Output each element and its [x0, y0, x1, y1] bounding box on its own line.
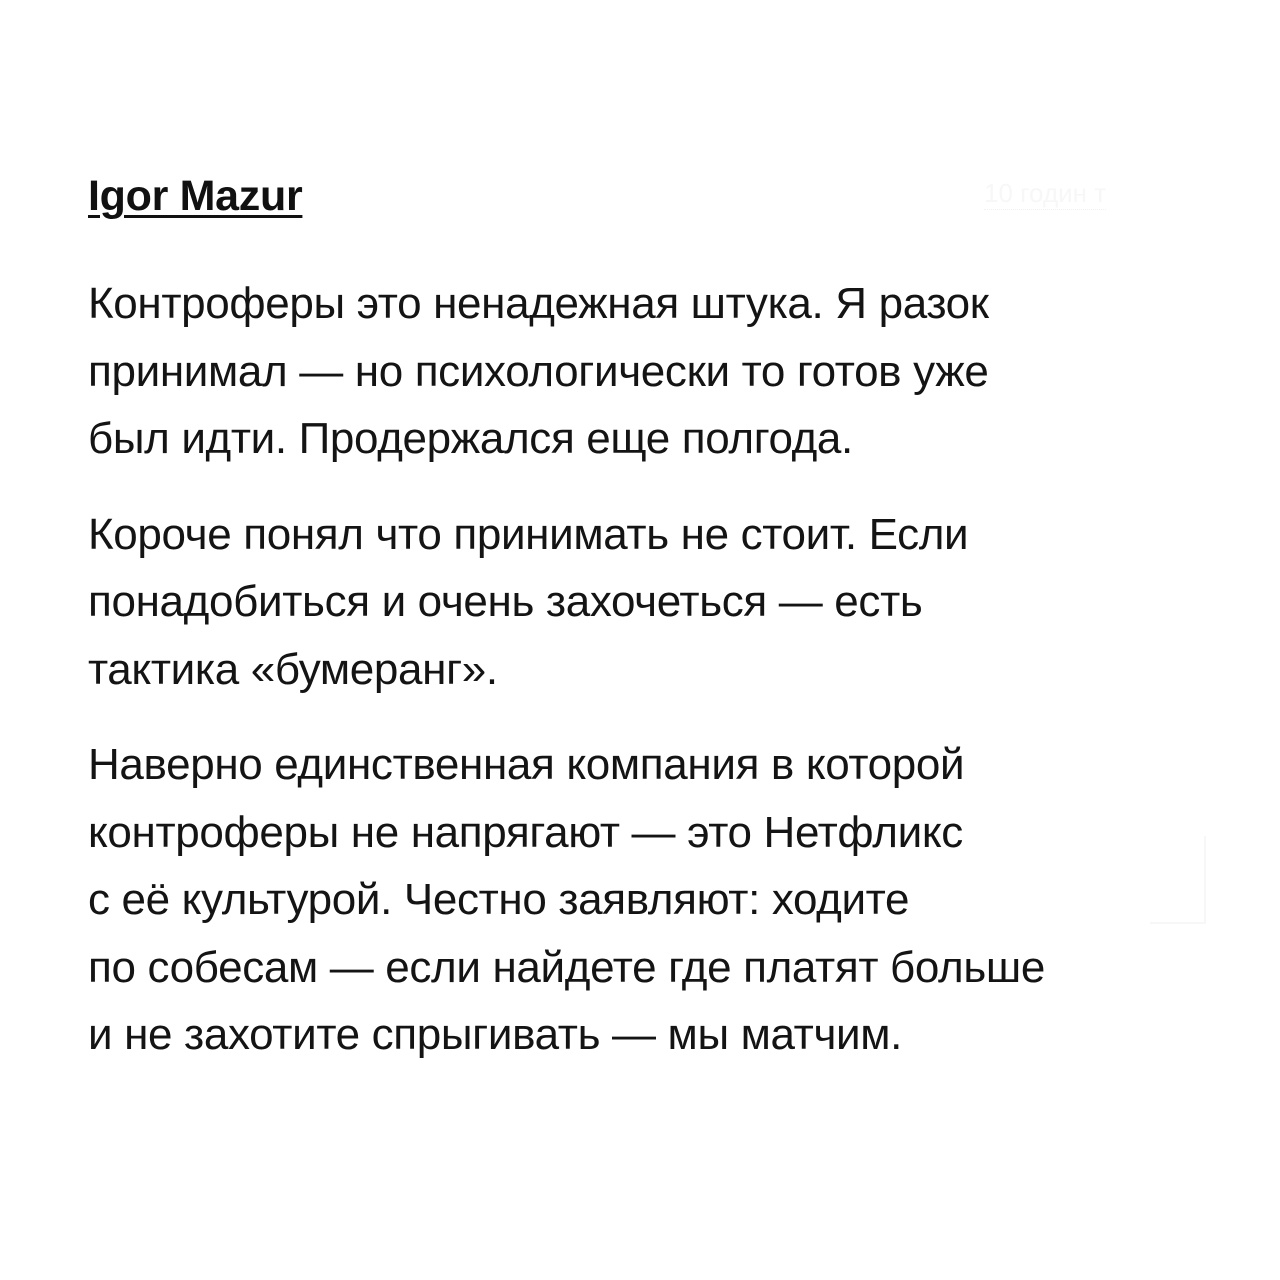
comment-line: контроферы не напрягают — это Нетфликс [88, 807, 963, 857]
comment-line: по собесам — если найдете где платят больше [88, 942, 1045, 992]
comment-line: понадобиться и очень захочеться — есть [88, 577, 923, 626]
comment-line: Контроферы это ненадежная штука. Я разок [88, 279, 989, 328]
faint-scroll-edge [1150, 836, 1206, 924]
comment-timestamp[interactable]: 10 годин т [984, 178, 1107, 208]
comment-card [88, 168, 1198, 1059]
author-name-link[interactable]: Igor Mazur [88, 172, 303, 220]
comment-line: с её культурой. Честно заявляют: ходите [88, 875, 910, 924]
comment-line: был идти. Продержался еще полгода. [88, 414, 853, 463]
comment-header [88, 168, 1198, 230]
comment-line: тактика «бумеранг». [88, 644, 498, 694]
comment-body [88, 270, 1198, 1097]
comment-line: и не захотите спрыгивать — мы матчим. [88, 1010, 903, 1059]
comment-line: Короче понял что принимать не стоит. Если [88, 509, 969, 559]
comment-line: Наверно единственная компания в которой [88, 740, 965, 789]
comment-paragraph [88, 501, 1198, 704]
comment-line: принимал — но психологически то готов уже [88, 346, 989, 396]
comment-paragraph [88, 270, 1198, 473]
comment-paragraph [88, 731, 1198, 1069]
